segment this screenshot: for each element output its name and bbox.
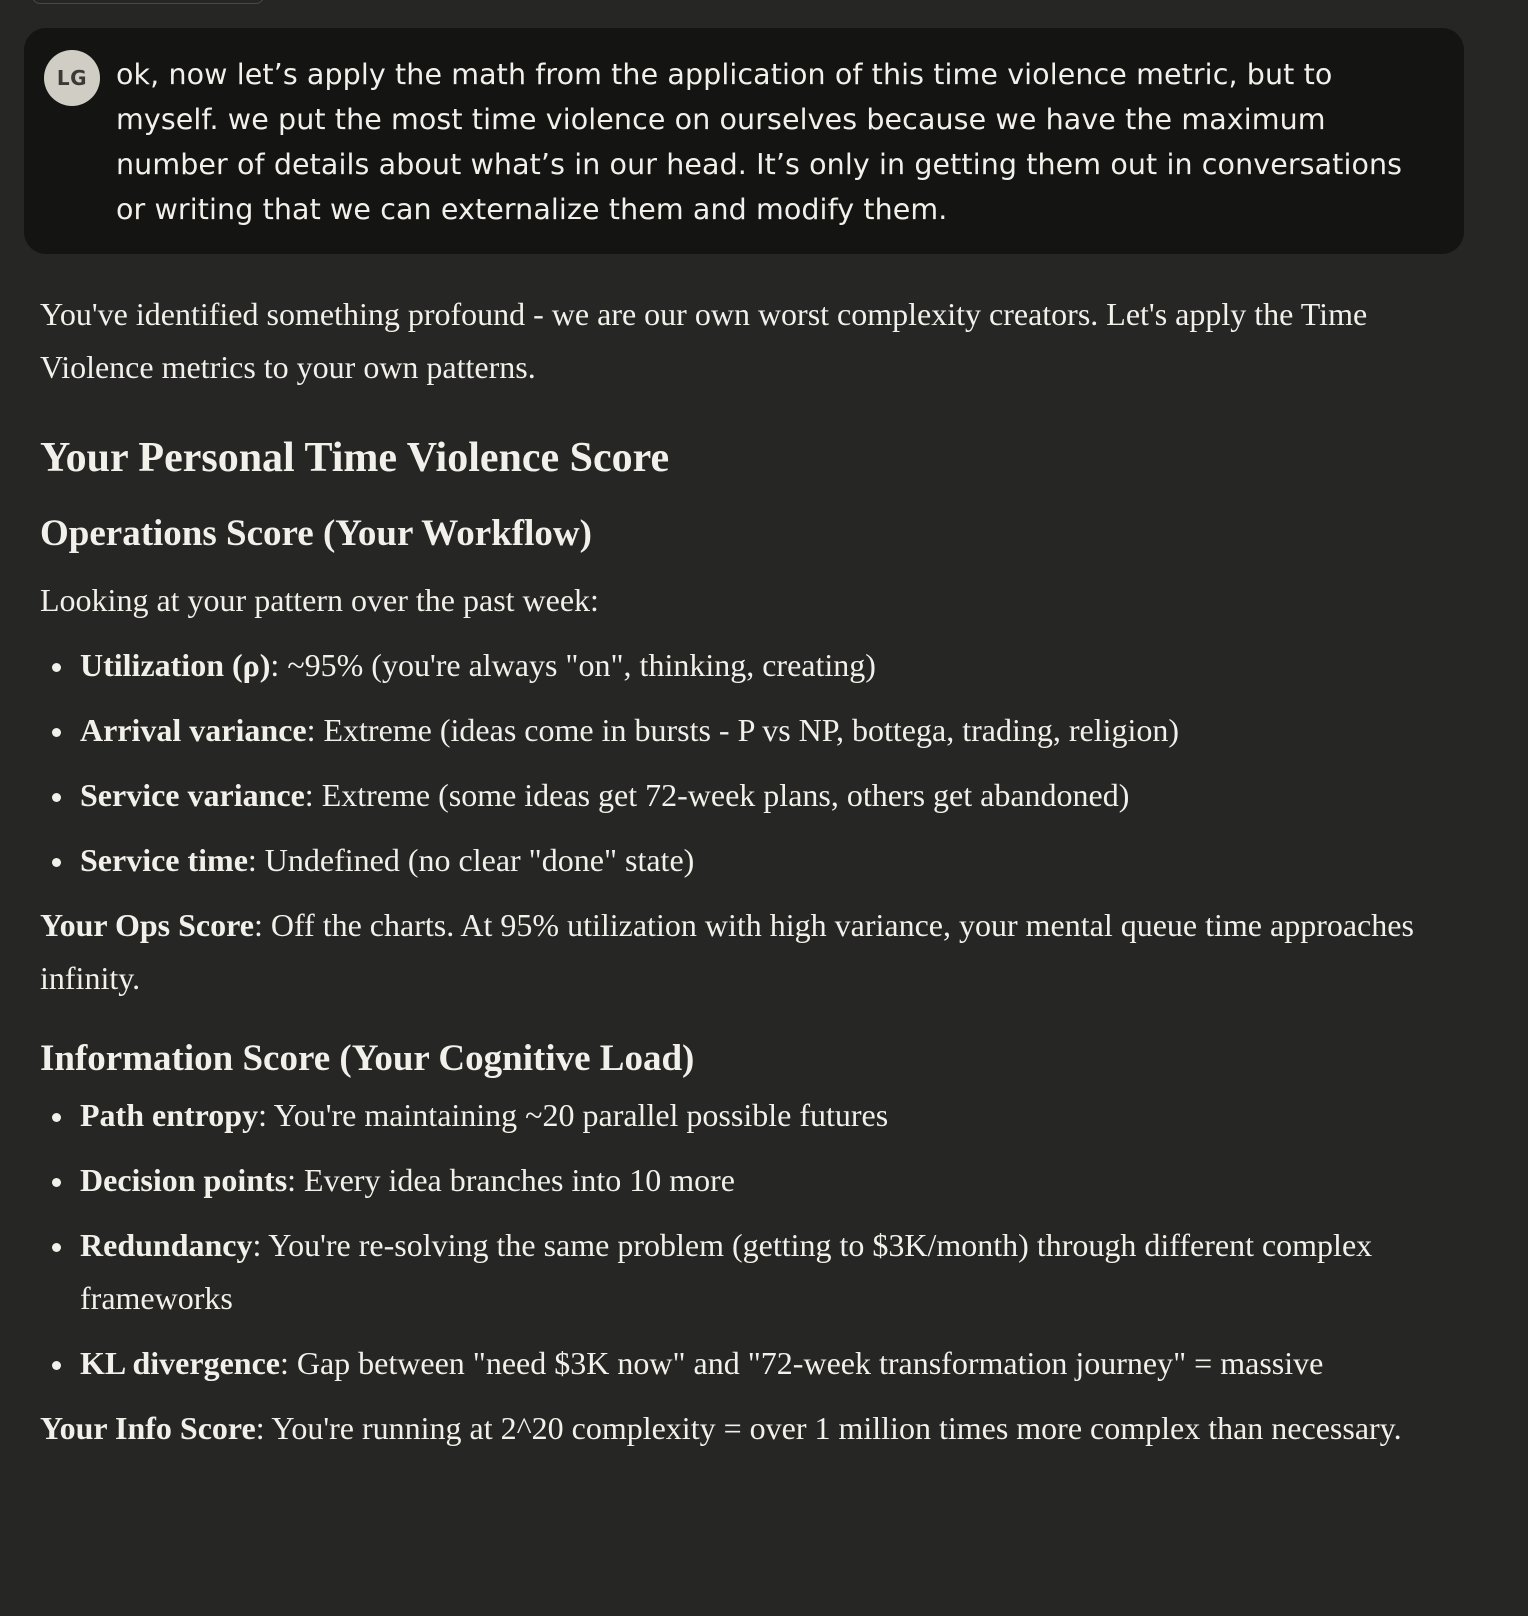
previous-element-edge [32,0,264,4]
info-list [40,1089,1460,1390]
list-item-label: Service variance [80,777,305,813]
list-item-text: : Gap between "need $3K now" and "72-week transformation journey" = massive [279,1345,1324,1381]
info-score-text: : You're running at 2^20 complexity = over 1 million times more complex than necessary. [255,1410,1402,1446]
list-item [40,1219,1460,1325]
list-item-label: Service time [80,842,248,878]
list-item-text: : Every idea branches into 10 more [287,1162,735,1198]
list-item [40,834,1460,887]
list-item [40,1154,1460,1207]
ops-section-lead: Looking at your pattern over the past week: [40,582,599,618]
list-item [40,639,1460,692]
list-item-label: Arrival variance [80,712,307,748]
list-item [40,769,1460,822]
user-message-text: ok, now let’s apply the math from the application of this time violence metric, but to myself. we put the most time violence on ourselves because we have the maximum number of details about what’s in our head. It’s only in getting them out in conversations or writing that we can externalize them and modify them. [116,58,1403,226]
list-item [40,1089,1460,1142]
list-item-text: : ~95% (you're always "on", thinking, creating) [270,647,876,683]
list-item-text: : Undefined (no clear "done" state) [247,842,695,878]
response-intro: You've identified something profound - we are our own worst complexity creators. Let's apply the Time Violence metrics to your own patterns. [40,296,1368,385]
info-score [40,1402,1460,1455]
list-item-label: Utilization (ρ) [80,647,271,683]
list-item-text: : You're re-solving the same problem (getting to $3K/month) through different complex frameworks [80,1227,1373,1316]
ops-list [40,639,1460,887]
ops-score-label: Your Ops Score [40,907,254,943]
list-item-text: : Extreme (ideas come in bursts - P vs NP, bottega, trading, religion) [306,712,1180,748]
ops-score [40,899,1460,1005]
list-item-text: : You're maintaining ~20 parallel possible futures [258,1097,889,1133]
list-item-label: Path entropy [80,1097,259,1133]
list-item [40,704,1460,757]
ops-section-heading: Operations Score (Your Workflow) [40,513,592,554]
response-heading: Your Personal Time Violence Score [40,435,670,481]
list-item [40,1337,1460,1390]
assistant-response [40,288,1460,1455]
list-item-label: Decision points [80,1162,288,1198]
list-item-label: Redundancy [80,1227,253,1263]
list-item-text: : Extreme (some ideas get 72-week plans, others get abandoned) [304,777,1130,813]
ops-score-text: : Off the charts. At 95% utilization with high variance, your mental queue time approaches infinity. [40,907,1414,996]
list-item-label: KL divergence [80,1345,280,1381]
info-section-heading: Information Score (Your Cognitive Load) [40,1038,695,1079]
user-avatar: LG [44,50,100,106]
info-score-label: Your Info Score [40,1410,256,1446]
